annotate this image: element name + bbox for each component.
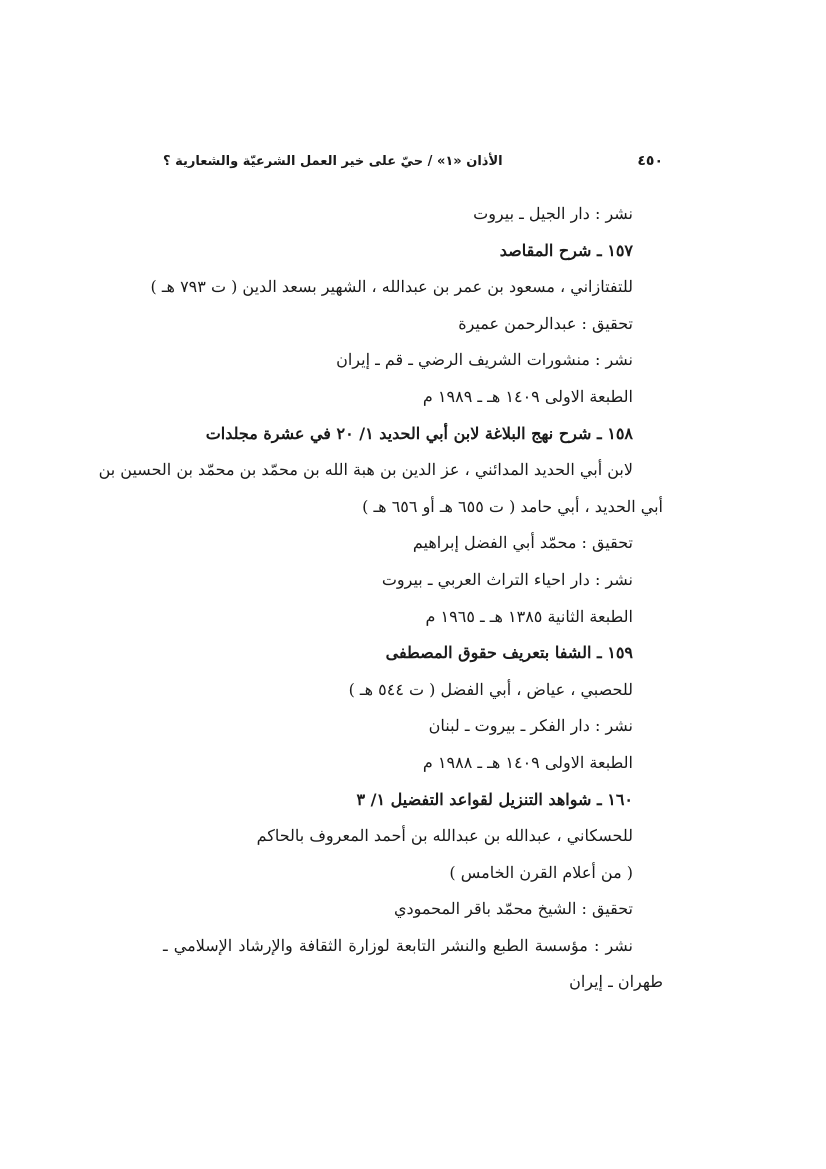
publisher-line-continued: طهران ـ إيران [569, 972, 663, 992]
editor-line: تحقيق : الشيخ محمّد باقر المحمودي [393, 899, 633, 919]
edition-line: الطبعة الثانية ١٣٨٥ هـ ـ ١٩٦٥ م [425, 606, 633, 626]
author-note-line: ( من أعلام القرن الخامس ) [449, 862, 633, 882]
edition-line: الطبعة الاولى ١٤٠٩ هـ ـ ١٩٨٨ م [422, 752, 633, 772]
author-line: للحسكاني ، عبدالله بن عبدالله بن أحمد المعروف بالحاكم [256, 826, 633, 846]
entry-title: ١٥٩ ـ الشفا بتعريف حقوق المصطفى [385, 643, 633, 663]
entry-title: ١٦٠ ـ شواهد التنزيل لقواعد التفضيل ١/ ٣ [356, 789, 633, 809]
author-line: للتفتازاني ، مسعود بن عمر بن عبدالله ، الشهير بسعد الدين ( ت ٧٩٣ هـ ) [150, 277, 633, 297]
editor-line: تحقيق : عبدالرحمن عميرة [458, 313, 633, 333]
editor-line: تحقيق : محمّد أبي الفضل إبراهيم [412, 533, 633, 553]
page-number: ٤٥٠ [637, 153, 663, 169]
entry-title: ١٥٧ ـ شرح المقاصد [499, 240, 633, 260]
publisher-line: نشر : دار الجيل ـ بيروت [473, 204, 633, 223]
bibliography-body [98, 196, 663, 1001]
author-line-continued: أبي الحديد ، أبي حامد ( ت ٦٥٥ هـ أو ٦٥٦ هـ ) [362, 496, 663, 516]
publisher-line: نشر : دار احياء التراث العربي ـ بيروت [381, 569, 633, 589]
publisher-line: نشر : مؤسسة الطبع والنشر التابعة لوزارة الثقافة والإرشاد الإسلامي ـ [163, 935, 633, 955]
running-header [163, 148, 663, 174]
author-line: للحصبي ، عياض ، أبي الفضل ( ت ٥٤٤ هـ ) [348, 679, 633, 699]
edition-line: الطبعة الاولى ١٤٠٩ هـ ـ ١٩٨٩ م [422, 386, 633, 406]
author-line: لابن أبي الحديد المدائني ، عز الدين بن هبة الله بن محمّد بن محمّد بن الحسين بن [98, 460, 633, 480]
publisher-line: نشر : منشورات الشريف الرضي ـ قم ـ إيران [336, 350, 633, 370]
entry-title: ١٥٨ ـ شرح نهج البلاغة لابن أبي الحديد ١/ ٢٠ في عشرة مجلدات [205, 423, 633, 443]
running-title: الأذان «١» / حيّ على خير العمل الشرعيّة والشعارية ؟ [163, 153, 503, 169]
publisher-line: نشر : دار الفكر ـ بيروت ـ لبنان [428, 716, 633, 736]
